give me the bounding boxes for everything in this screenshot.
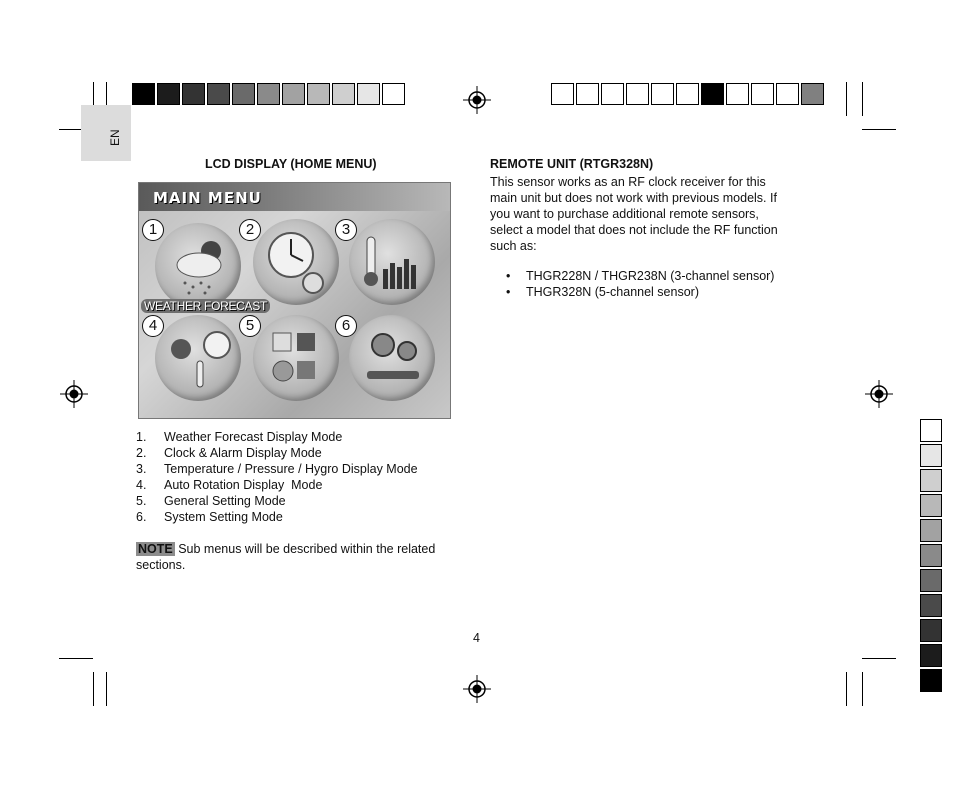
color-bar-top-right [551, 83, 826, 105]
registration-mark [463, 86, 491, 114]
lcd-number-3: 3 [335, 219, 357, 241]
color-swatch [920, 494, 942, 517]
sensor-list [506, 268, 774, 300]
color-swatch [357, 83, 380, 105]
color-swatch [726, 83, 749, 105]
color-swatch [651, 83, 674, 105]
language-label: EN [108, 129, 122, 146]
color-swatch [207, 83, 230, 105]
color-swatch [157, 83, 180, 105]
auto-rotation-circle [155, 315, 241, 401]
language-tab [81, 105, 131, 161]
color-swatch [576, 83, 599, 105]
color-swatch [232, 83, 255, 105]
color-swatch [626, 83, 649, 105]
note-tag: NOTE [138, 542, 173, 556]
color-swatch [920, 669, 942, 692]
lcd-number-1: 1 [142, 219, 164, 241]
color-swatch [282, 83, 305, 105]
color-swatch [920, 619, 942, 642]
color-swatch [920, 594, 942, 617]
lcd-main-menu-image [138, 182, 451, 419]
color-swatch [132, 83, 155, 105]
note-text-line2: sections. [136, 558, 186, 572]
color-swatch [332, 83, 355, 105]
lcd-number-4: 4 [142, 315, 164, 337]
color-swatch [307, 83, 330, 105]
mode-list [136, 429, 418, 525]
lcd-number-6: 6 [335, 315, 357, 337]
crop-mark [862, 658, 896, 659]
note-text-line1: Sub menus will be described within the related [174, 542, 436, 556]
registration-mark [865, 380, 893, 408]
list-item: 2. Clock & Alarm Display Mode [136, 446, 322, 460]
registration-mark [60, 380, 88, 408]
color-swatch [776, 83, 799, 105]
color-swatch [920, 644, 942, 667]
lcd-highlight-label: WEATHER FORECAST [141, 299, 270, 313]
list-item: 3. Temperature / Pressure / Hygro Display Mode [136, 462, 418, 476]
color-swatch [920, 544, 942, 567]
general-setting-circle [253, 315, 339, 401]
color-swatch [676, 83, 699, 105]
crop-mark [846, 82, 847, 116]
list-item: 5. General Setting Mode [136, 494, 286, 508]
list-item: 1. Weather Forecast Display Mode [136, 430, 343, 444]
color-swatch [257, 83, 280, 105]
list-item: • THGR328N (5-channel sensor) [506, 285, 699, 299]
color-swatch [920, 419, 942, 442]
crop-mark [106, 672, 107, 706]
crop-mark [862, 129, 896, 130]
color-swatch [920, 444, 942, 467]
clock-alarm-circle [253, 219, 339, 305]
color-swatch [920, 519, 942, 542]
remote-unit-paragraph: This sensor works as an RF clock receiver for this main unit but does not work with previous models. If you want to purchase additional remote sensors, select a model that does not include the RF function such as: [490, 175, 778, 253]
system-setting-icon [349, 315, 435, 401]
color-swatch [920, 469, 942, 492]
note-paragraph [136, 541, 466, 573]
color-swatch [801, 83, 824, 105]
color-swatch [920, 569, 942, 592]
temperature-pressure-icon [349, 219, 435, 305]
lcd-display-heading: LCD DISPLAY (HOME MENU) [205, 157, 377, 171]
color-bar-top-left [132, 83, 407, 105]
lcd-number-5: 5 [239, 315, 261, 337]
clock-alarm-icon [253, 219, 339, 305]
color-bar-right [920, 419, 942, 694]
lcd-title: MAIN MENU [153, 189, 262, 207]
color-swatch [382, 83, 405, 105]
color-swatch [601, 83, 624, 105]
crop-mark [846, 672, 847, 706]
list-item: 4. Auto Rotation Display Mode [136, 478, 323, 492]
color-swatch [751, 83, 774, 105]
lcd-number-2: 2 [239, 219, 261, 241]
color-swatch [551, 83, 574, 105]
crop-mark [862, 672, 863, 706]
list-item: 6. System Setting Mode [136, 510, 283, 524]
page-number: 4 [473, 631, 480, 645]
list-item: • THGR228N / THGR238N (3-channel sensor) [506, 269, 775, 283]
system-setting-circle [349, 315, 435, 401]
temperature-circle [349, 219, 435, 305]
crop-mark [862, 82, 863, 116]
crop-mark [59, 658, 93, 659]
general-setting-icon [253, 315, 339, 401]
remote-unit-heading: REMOTE UNIT (RTGR328N) [490, 157, 654, 171]
weather-forecast-icon [155, 223, 241, 309]
color-swatch [701, 83, 724, 105]
auto-rotation-icon [155, 315, 241, 401]
registration-mark [463, 675, 491, 703]
color-swatch [182, 83, 205, 105]
weather-forecast-circle [155, 223, 241, 309]
crop-mark [93, 672, 94, 706]
